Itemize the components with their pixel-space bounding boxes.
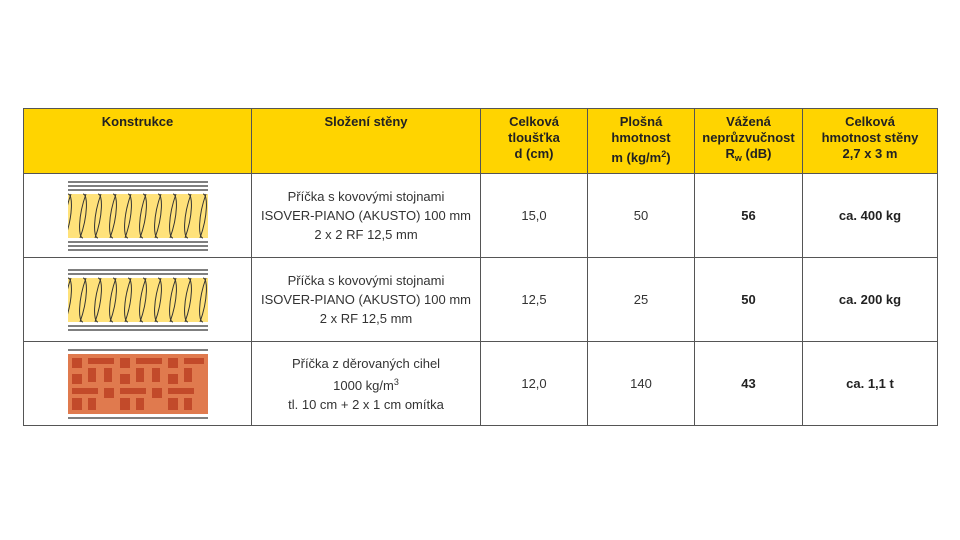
header-line: ) xyxy=(666,150,671,165)
composition-cell xyxy=(252,174,481,258)
header-line: Celková xyxy=(509,114,559,129)
table-row xyxy=(24,342,938,426)
header-vazena-nepruzvucnost xyxy=(695,109,803,174)
table-row xyxy=(24,258,938,342)
mass-cell: 25 xyxy=(588,258,695,342)
header-slozeni-steny: Složení stěny xyxy=(252,109,481,174)
header-line: hmotnost stěny xyxy=(821,130,919,145)
header-line: hmotnost xyxy=(611,130,671,145)
header-line: Plošná xyxy=(619,114,663,129)
header-plosna-hmotnost xyxy=(588,109,695,174)
mineral-wool-wall-icon xyxy=(68,180,208,252)
header-celkova-hmotnost-steny xyxy=(803,109,938,174)
composition-line: Příčka s kovovými stojnami xyxy=(287,273,445,288)
header-line: m (kg/m xyxy=(611,150,662,165)
header-line: tloušťka xyxy=(508,130,560,145)
mass-cell: 50 xyxy=(588,174,695,258)
header-line: Celková xyxy=(845,114,895,129)
rw-cell: 56 xyxy=(695,174,803,258)
composition-line: Příčka s kovovými stojnami xyxy=(287,189,445,204)
header-line: (dB) xyxy=(741,146,772,161)
header-row xyxy=(24,109,938,174)
wall-mass-cell: ca. 400 kg xyxy=(803,174,938,258)
composition-cell xyxy=(252,342,481,426)
wall-mass-cell: ca. 1,1 t xyxy=(803,342,938,426)
composition-line: 2 x RF 12,5 mm xyxy=(319,311,413,326)
construction-cell xyxy=(24,342,252,426)
header-line: R xyxy=(725,146,735,161)
construction-cell xyxy=(24,258,252,342)
header-celkova-tloustka xyxy=(481,109,588,174)
mass-cell: 140 xyxy=(588,342,695,426)
header-line: Vážená xyxy=(726,114,771,129)
thickness-cell: 15,0 xyxy=(481,174,588,258)
composition-cell xyxy=(252,258,481,342)
header-line: d (cm) xyxy=(514,146,554,161)
construction-cell xyxy=(24,174,252,258)
header-line: neprůzvučnost xyxy=(702,130,795,145)
mineral-wool-wall-icon xyxy=(68,268,208,332)
table-row xyxy=(24,174,938,258)
composition-line: Příčka z děrovaných cihel xyxy=(291,355,441,371)
composition-superscript: 3 xyxy=(393,376,399,387)
header-superscript: 2 xyxy=(661,149,667,159)
rw-cell: 43 xyxy=(695,342,803,426)
composition-line: ISOVER-PIANO (AKUSTO) 100 mm xyxy=(261,292,471,307)
thickness-cell: 12,0 xyxy=(481,342,588,426)
header-konstrukce: Konstrukce xyxy=(24,109,252,174)
composition-line: tl. 10 cm + 2 x 1 cm omítka xyxy=(288,396,444,412)
composition-line: 1000 kg/m xyxy=(333,377,394,393)
composition-line: 2 x 2 RF 12,5 mm xyxy=(314,227,418,242)
rw-cell: 50 xyxy=(695,258,803,342)
brick-wall-icon xyxy=(68,348,208,420)
wall-mass-cell: ca. 200 kg xyxy=(803,258,938,342)
specification-table xyxy=(23,108,938,426)
composition-line: ISOVER-PIANO (AKUSTO) 100 mm xyxy=(261,208,471,223)
header-line: 2,7 x 3 m xyxy=(842,146,898,161)
header-subscript: w xyxy=(734,153,742,163)
thickness-cell: 12,5 xyxy=(481,258,588,342)
